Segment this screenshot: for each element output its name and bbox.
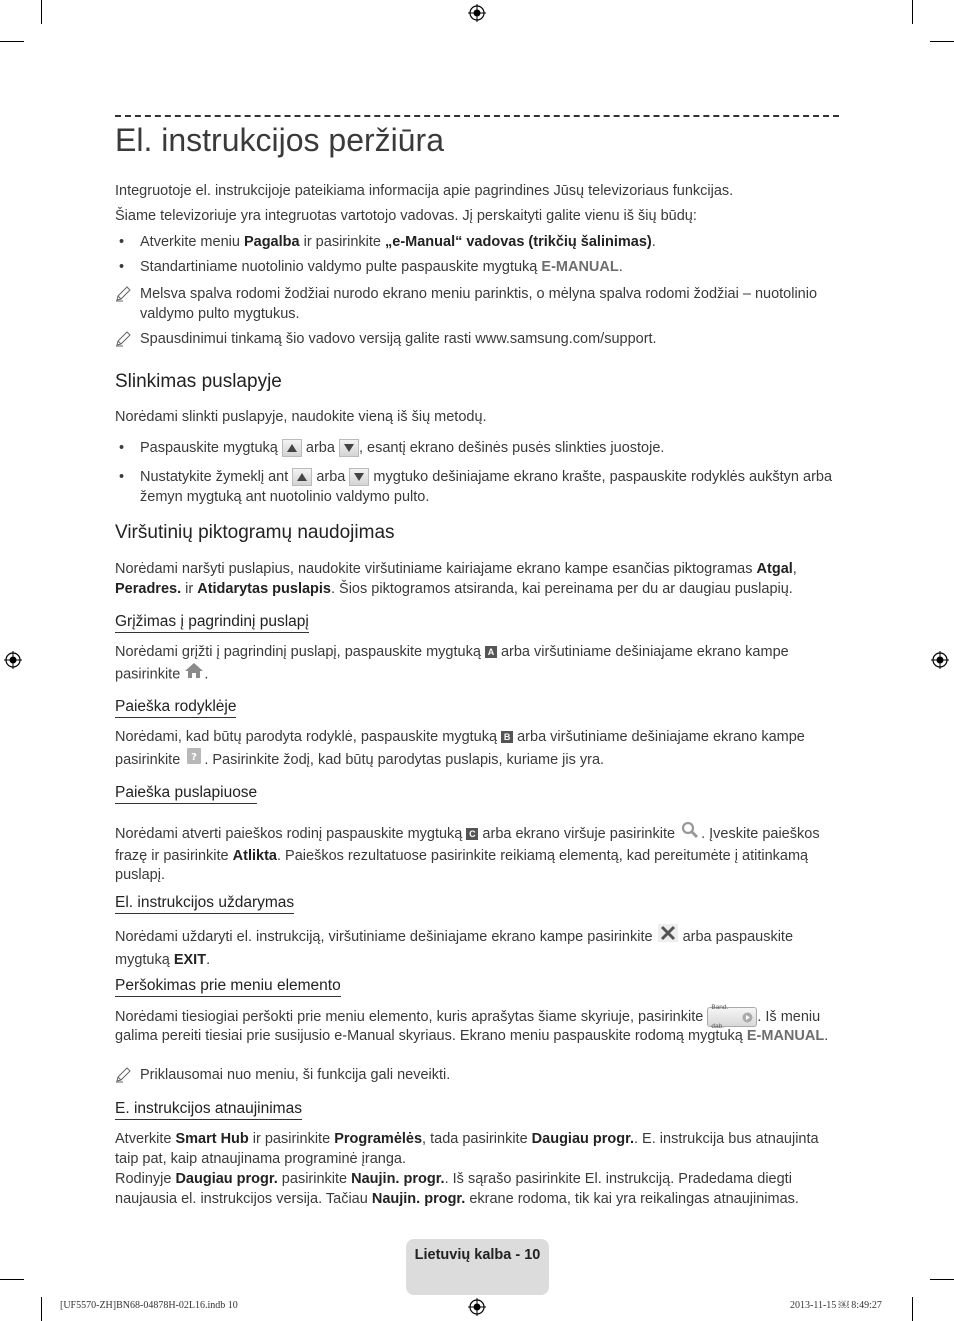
- registration-mark-icon: [468, 1298, 486, 1316]
- subsection-paragraph: Atverkite Smart Hub ir pasirinkite Programėlės, tada pasirinkite Daugiau progr.. E. instrukcija bus atnaujinta taip pat, kaip atnaujinama programinė įranga.: [115, 1131, 819, 1167]
- note-item: Priklausomai nuo meniu, ši funkcija gali neveikti.: [115, 1066, 839, 1086]
- search-icon: [679, 821, 701, 846]
- crop-mark: [41, 1297, 42, 1321]
- key-a-icon: A: [485, 646, 497, 658]
- page-title: El. instrukcijos peržiūra: [115, 122, 444, 158]
- subsection-paragraph: Rodinyje Daugiau progr. pasirinkite Naujin. progr.. Iš sąrašo pasirinkite El. instrukciją. Pradedama diegti naujausia el. instrukcijos versija. Tačiau Naujin. progr. ekrane rodoma, tik kai yra reikalingas atnaujinimas.: [115, 1171, 799, 1207]
- section-paragraph: Norėdami slinkti puslapyje, naudokite vieną iš šių metodų.: [115, 409, 487, 425]
- registration-mark-icon: [468, 4, 486, 22]
- key-c-icon: C: [466, 828, 478, 840]
- close-icon: [657, 923, 679, 950]
- subsection-paragraph: Norėdami atverti paieškos rodinį paspauskite mygtuką C arba ekrano viršuje pasirinkite . Įveskite paieškos frazę ir pasirinkite Atlikta. Paieškos rezultatuose pasirinkite reikiamą elementą, kad pereitumėte į atitinkamą puslapį.: [115, 822, 839, 886]
- home-icon: [184, 662, 204, 686]
- arrow-up-icon: [282, 439, 302, 457]
- crop-mark: [930, 41, 954, 42]
- svg-text:?: ?: [191, 751, 198, 763]
- play-icon: [742, 1012, 753, 1023]
- crop-mark: [0, 1279, 24, 1280]
- crop-mark: [912, 1297, 913, 1321]
- arrow-down-icon: [349, 468, 369, 486]
- subsection-heading: E. instrukcijos atnaujinimas: [115, 1100, 302, 1120]
- arrow-down-icon: [339, 439, 359, 457]
- pencil-note-icon: [115, 1067, 133, 1083]
- registration-mark-icon: [4, 651, 22, 669]
- list-item: • Nustatykite žymeklį ant arba mygtuko dešiniajame ekrano krašte, paspauskite rodyklės aukštyn arba žemyn mygtuką ant nuotolinio valdymo pulto.: [119, 469, 833, 505]
- try-now-button[interactable]: [707, 1003, 757, 1030]
- pencil-note-icon: [115, 286, 133, 302]
- list-item: • Atverkite meniu Pagalba ir pasirinkite „e-Manual“ vadovas (trikčių šalinimas).: [119, 234, 656, 250]
- subsection-heading: El. instrukcijos uždarymas: [115, 894, 294, 914]
- subsection-paragraph: Norėdami tiesiogiai peršokti prie meniu elemento, kuris aprašytas šiame skyriuje, pasirinkite Band. dab. . Iš meniu galima pereiti tiesiai prie susijusio e-Manual skyriaus. Ekrano meniu paspauskite rodomą mygtuką E-MANUAL.: [115, 1007, 839, 1047]
- list-item: • Standartiniame nuotolinio valdymo pulte paspauskite mygtuką E-MANUAL.: [119, 259, 623, 275]
- title-rule: [115, 115, 839, 117]
- section-paragraph: Norėdami naršyti puslapius, naudokite viršutiniame kairiajame ekrano kampe esančias piktogramas Atgal, Peradres. ir Atidarytas puslapis. Šios piktogramos atsiranda, kai pereinama per du ar daugiau puslapių.: [115, 561, 797, 597]
- crop-mark: [930, 1279, 954, 1280]
- intro-paragraph: Šiame televizoriuje yra integruotas vartotojo vadovas. Jį perskaityti galite vienu iš šių būdų:: [115, 208, 697, 224]
- index-icon: [184, 747, 204, 772]
- registration-mark-icon: [931, 651, 949, 669]
- subsection-paragraph: Norėdami uždaryti el. instrukciją, viršutiniame dešiniajame ekrano kampe pasirinkite arba paspauskite mygtuką EXIT.: [115, 924, 839, 970]
- subsection-heading: Paieška puslapiuose: [115, 784, 257, 804]
- print-slug-left: [UF5570-ZH]BN68-04878H-02L16.indb 10: [60, 1300, 238, 1311]
- section-heading: Slinkimas puslapyje: [115, 371, 282, 392]
- subsection-heading: Grįžimas į pagrindinį puslapį: [115, 613, 309, 633]
- subsection-heading: Paieška rodyklėje: [115, 698, 236, 718]
- intro-paragraph: Integruotoje el. instrukcijoje pateikiama informacija apie pagrindines Jūsų televizoriaus funkcijas.: [115, 183, 734, 199]
- note-item: Spausdinimui tinkamą šio vadovo versiją galite rasti www.samsung.com/support.: [115, 330, 839, 350]
- crop-mark: [912, 0, 913, 24]
- try-now-label: Band. dab.: [711, 1003, 729, 1030]
- page-number: Lietuvių kalba - 10: [414, 1247, 541, 1263]
- subsection-heading: Peršokimas prie meniu elemento: [115, 977, 341, 997]
- print-slug-right: 2013-11-15 ￼ 8:49:27: [790, 1300, 882, 1311]
- note-item: Melsva spalva rodomi žodžiai nurodo ekrano meniu parinktis, o mėlyna spalva rodomi žodžiai – nuotolinio valdymo pulto mygtukus.: [115, 285, 839, 324]
- crop-mark: [0, 41, 24, 42]
- list-item: • Paspauskite mygtuką arba , esantį ekrano dešinės pusės slinkties juostoje.: [119, 440, 665, 456]
- subsection-paragraph: Norėdami, kad būtų parodyta rodyklė, paspauskite mygtuką B arba viršutiniame dešiniajame ekrano kampe pasirinkite ? . Pasirinkite žodį, kad būtų parodytas puslapis, kuriame jis yra.: [115, 728, 839, 772]
- section-heading: Viršutinių piktogramų naudojimas: [115, 522, 395, 543]
- key-b-icon: B: [501, 731, 513, 743]
- crop-mark: [41, 0, 42, 24]
- arrow-up-icon: [292, 468, 312, 486]
- pencil-note-icon: [115, 331, 133, 347]
- subsection-paragraph: Norėdami grįžti į pagrindinį puslapį, paspauskite mygtuką A arba viršutiniame dešiniajame ekrano kampe pasirinkite .: [115, 643, 839, 686]
